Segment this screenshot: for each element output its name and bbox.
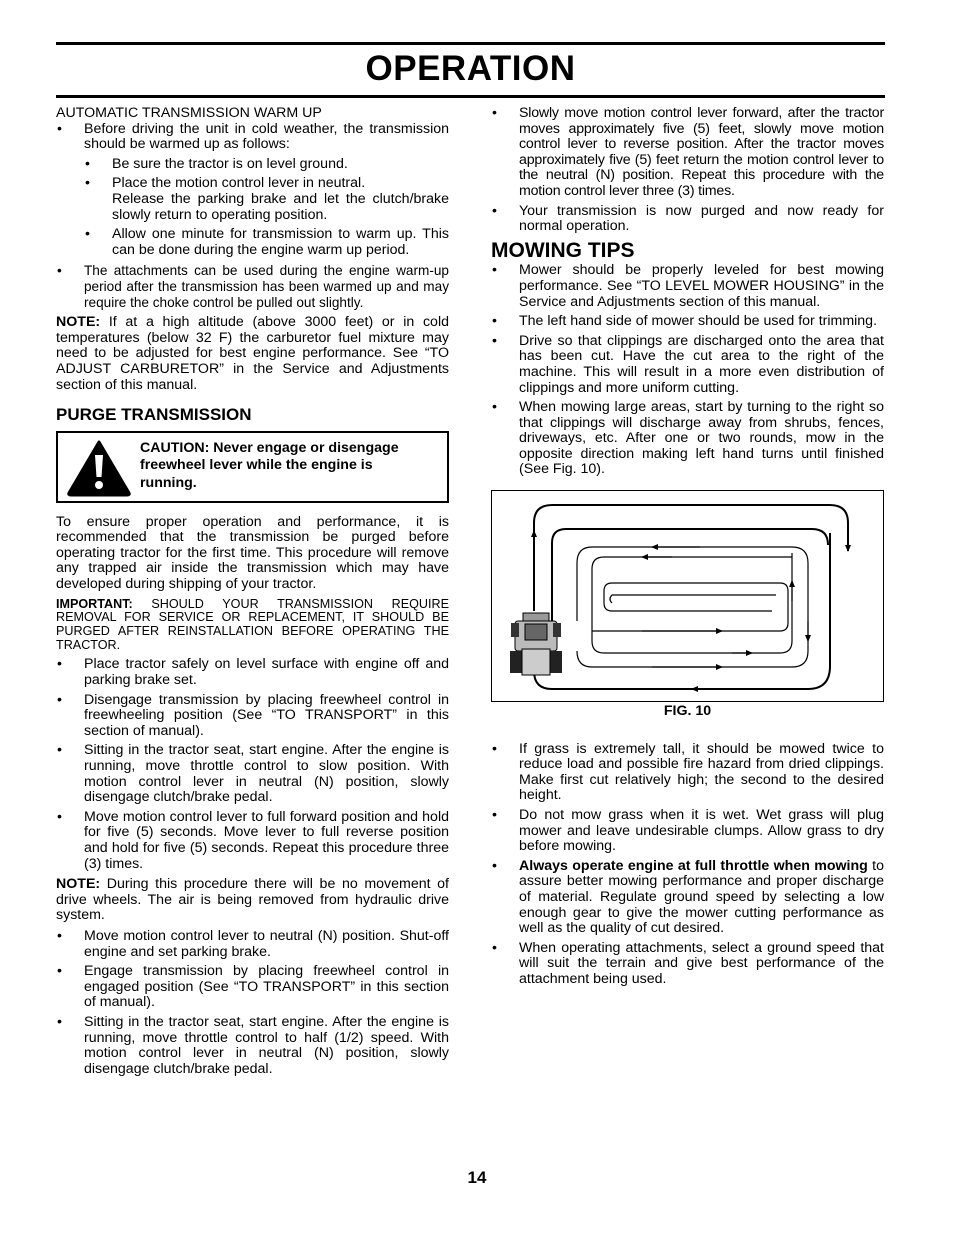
important-text: SHOULD YOUR TRANSMISSION REQUIRE REMOVAL FOR SERVICE OR REPLACEMENT, IT SHOULD BE PURGED AFTER REINSTALLATION BEFORE OPERATING THE TRACTOR.: [56, 596, 449, 652]
list-item: • Engage transmission by placing freewheel control in engaged position (See “TO TRANSPORT” in this section of manual).: [56, 964, 449, 1011]
right-column: [491, 106, 884, 993]
warmup-list-2: [56, 263, 449, 310]
purge-steps-3: [491, 106, 884, 235]
list-item: • Allow one minute for transmission to warm up. This can be done during the engine warm up period.: [84, 227, 449, 258]
figure-caption: FIG. 10: [663, 703, 712, 720]
list-item: • The left hand side of mower should be used for trimming.: [491, 314, 884, 330]
header-top-rule: [56, 42, 885, 45]
list-item: • Before driving the unit in cold weather, the transmission should be warmed up as follows:: [56, 122, 449, 153]
note-text: During this procedure there will be no movement of drive wheels. The air is being removed from hydraulic drive system.: [56, 876, 449, 924]
list-item: • Mower should be properly leveled for best mowing performance. See “TO LEVEL MOWER HOUSING” in the Service and Adjustments section of this manual.: [491, 263, 884, 310]
warmup-sublist: [56, 157, 449, 259]
mowing-pattern-figure: [491, 490, 884, 702]
mowing-tips-list-1: [491, 263, 884, 478]
warmup-heading: AUTOMATIC TRANSMISSION WARM UP: [56, 105, 322, 121]
header-bottom-rule: [56, 95, 885, 98]
list-item: • When mowing large areas, start by turning to the right so that clippings will discharge away from shrubs, fences, driveways, etc. After one or two rounds, mow in the opposite direction making left hand turns until finished (See Fig. 10).: [491, 400, 884, 478]
list-item: • When operating attachments, select a ground speed that will suit the terrain and give best performance of the attachment being used.: [491, 941, 884, 988]
purge-heading: PURGE TRANSMISSION: [56, 405, 252, 425]
list-item: • Move motion control lever to full forward position and hold for five (5) seconds. Move lever to full reverse position and hold for five (5) seconds. Repeat this procedure three (3) times.: [56, 810, 449, 872]
list-item: • Drive so that clippings are discharged onto the area that has been cut. Have the cut area to the right of the machine. This will result in a more even distribution of clippings and more uniform cutting.: [491, 334, 884, 396]
mowing-tips-list-2: [491, 742, 884, 988]
list-item: • Place tractor safely on level surface with engine off and parking brake set.: [56, 657, 449, 688]
note-purge: [56, 877, 449, 924]
purge-intro: To ensure proper operation and performance, it is recommended that the transmission be purged before operating tractor for the first time. This procedure will remove any trapped air inside the transmission which may have developed during shipping of your tractor.: [56, 513, 449, 593]
caution-text: CAUTION: Never engage or disengage freewheel lever while the engine is running.: [140, 439, 399, 491]
page-title: OPERATION: [365, 49, 576, 88]
page-number: 14: [467, 1168, 487, 1187]
list-item: • Your transmission is now purged and now ready for normal operation.: [491, 204, 884, 235]
note-label: NOTE:: [56, 314, 101, 331]
list-item: • If grass is extremely tall, it should be mowed twice to reduce load and possible fire hazard from dried clippings. Make first cut relatively high; the second to the desired height.: [491, 742, 884, 804]
warmup-sub2-line2: Release the parking brake and let the clutch/brake slowly return to operating position.: [112, 190, 449, 223]
mowing-tips-heading: MOWING TIPS: [491, 238, 635, 262]
important-notice: [56, 598, 449, 653]
list-item: • Sitting in the tractor seat, start engine. After the engine is running, move throttle control to half (1/2) speed. With motion control lever in neutral (N) position, slowly disengage clutch/brake pedal.: [56, 1015, 449, 1077]
list-item: [491, 859, 884, 937]
list-item: • Move motion control lever to neutral (N) position. Shut-off engine and set parking brake.: [56, 929, 449, 960]
note-altitude: [56, 315, 449, 393]
list-item: • Do not mow grass when it is wet. Wet grass will plug mower and leave undesirable clumps. Allow grass to dry before mowing.: [491, 808, 884, 855]
purge-steps-1: [56, 657, 449, 872]
note-label: NOTE:: [56, 876, 101, 893]
important-label: IMPORTANT:: [56, 596, 133, 611]
note-text: If at a high altitude (above 3000 feet) or in cold temperatures (below 32 F) the carburetor fuel mixture may need to be adjusted for best engine performance. See “TO ADJUST CARBURETOR” in the Service and Adjustments section of this manual.: [56, 314, 449, 393]
left-column: [56, 106, 449, 1082]
list-item: • Disengage transmission by placing freewheel control in freewheeling position (See “TO TRANSPORT” in this section of manual).: [56, 693, 449, 740]
purge-steps-2: [56, 929, 449, 1077]
list-item: • Be sure the tractor is on level ground.: [84, 157, 449, 173]
list-item: • The attachments can be used during the engine warm-up period after the transmission has been warmed up and may require the choke control be pulled out slightly.: [56, 263, 449, 310]
mowing-path-diagram: [492, 491, 883, 701]
full-throttle-text: to assure better mowing performance and proper discharge of material. Regulate ground speed by selecting a low enough gear to give the mower cutting performance as well as the quality of cut desired.: [519, 857, 884, 937]
warning-triangle-icon: [66, 439, 132, 497]
warmup-sub2-line1: • Place the motion control lever in neutral.: [112, 175, 366, 192]
full-throttle-emphasis: Always operate engine at full throttle when mowing: [519, 857, 868, 874]
list-item: [84, 176, 449, 223]
tractor-icon: [510, 613, 562, 675]
list-item: • Slowly move motion control lever forward, after the tractor moves approximately five (5) feet, slowly move motion control lever to reverse position. After the tractor moves approximately five (5) feet return the motion control lever to the neutral (N) position. Repeat this procedure with the motion control lever three (3) times.: [491, 106, 884, 200]
list-item: • Sitting in the tractor seat, start engine. After the engine is running, move throttle control to slow position. With motion control lever in neutral (N) position, slowly disengage clutch/brake pedal.: [56, 743, 449, 805]
caution-box: [56, 431, 449, 503]
warmup-list: [56, 122, 449, 153]
